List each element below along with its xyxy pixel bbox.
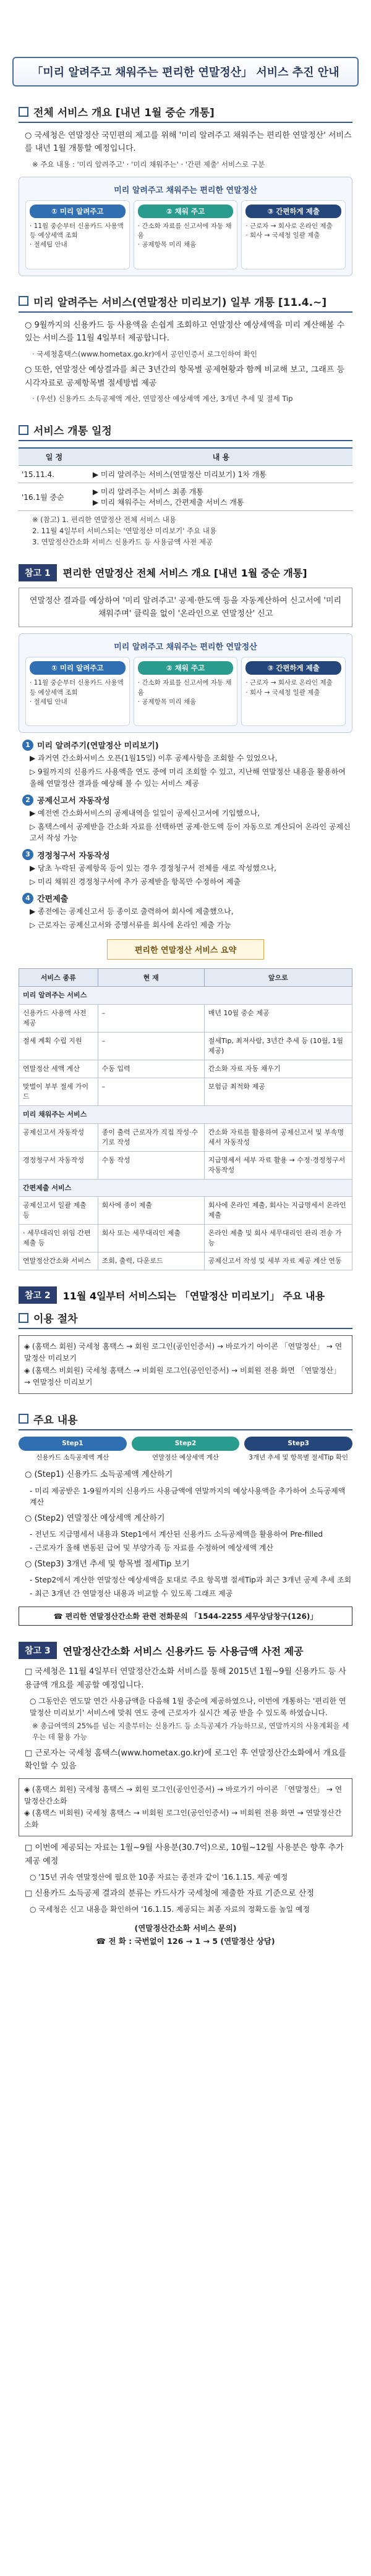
table-cell: 간소화 자료 자동 채우기 — [204, 1060, 352, 1078]
reference-2-title: 11월 4일부터 서비스되는 「연말정산 미리보기」 주요 내용 — [62, 1290, 325, 1302]
table-cell: 수동 작성 — [98, 1151, 204, 1179]
reference-1-diagram — [19, 633, 352, 733]
square-bullet-icon — [19, 296, 28, 306]
ref3-paragraph: ○ 국세청은 신고 내용을 확인하여 '16.1.15. 제공되는 최종 자료의 정확도를 높일 예정 — [30, 1905, 310, 1914]
flow-step-1 — [25, 657, 130, 726]
item-detail: ▶ 예전엔 간소화서비스의 공제내역을 일일이 공제신고서에 기입했으나, — [30, 809, 260, 818]
item-detail: ▶ 종전에는 공제신고서 등 종이로 출력하여 회사에 제출했으나, — [30, 907, 234, 916]
table-cell: – — [98, 1078, 204, 1105]
usage-procedure-title — [19, 1310, 352, 1329]
schedule-table — [19, 447, 352, 511]
ref3-paragraph: ○ '15년 귀속 연말정산에 필요한 10종 자료는 종전과 같이 '16.1.15. 제공 예정 — [30, 1873, 288, 1882]
step-1-text: 신용카드 소득공제액 계산 — [36, 1453, 109, 1461]
diagram-caption: 미리 알려주고 채워주는 편리한 연말정산 — [114, 185, 257, 195]
reference-1-title: 편리한 연말정산 전체 서비스 개요 [내년 1월 중순 개통] — [62, 567, 307, 579]
item-number-badge: 1 — [22, 740, 33, 751]
item-detail: ▷ 9월까지의 신용카드 사용액을 연도 중에 미리 조회할 수 있고, 지난해 연말정산 내용을 활용하여 올해 연말정산 결과를 예상해 볼 수 있는 서비스 제공 — [30, 767, 346, 788]
detail-line: ○ (Step1) 신용카드 소득공제액 계산하기 — [25, 1470, 173, 1480]
item-number-badge: 2 — [22, 795, 33, 806]
table-cell: 공제신고서 자동작성 — [19, 1123, 98, 1151]
item-detail: ▷ 근로자는 공제신고서와 증명서류를 회사에 온라인 제출 가능 — [30, 920, 231, 929]
detail-line: - 근로자가 올해 변동된 급여 및 부양가족 등 자료를 수정하여 예상세액 계산 — [30, 1543, 274, 1552]
table-group-header: 미리 채워주는 서비스 — [19, 1105, 352, 1123]
table-group-header: 미리 알려주는 서비스 — [19, 987, 352, 1005]
square-bullet-icon — [19, 1414, 28, 1424]
table-group-header: 간편제출 서비스 — [19, 1179, 352, 1197]
table-cell: 간소화 자료를 활용하여 공제신고서 및 부속명세서 자동작성 — [204, 1123, 352, 1151]
table-cell: 온라인 제출 및 회사 세무대리인 관리 전송 가능 — [204, 1225, 352, 1252]
table-cell: 종이 출력 근로자가 직접 작성·수기로 작성 — [98, 1123, 204, 1151]
service-summary-label: 편리한 연말정산 서비스 요약 — [107, 939, 264, 960]
item-detail: ▶ 당초 누락된 공제항목 등이 있는 경우 경정청구서 전체를 새로 작성했으나, — [30, 863, 276, 872]
schedule-date: '15.11.4. — [19, 466, 90, 483]
main-content-title — [19, 1411, 352, 1430]
flow-step-2-text: · 간소화 자료를 신고서에 자동 채움 · 공제항목 미리 채움 — [137, 222, 232, 249]
table-cell: 회사 또는 세무대리인 제출 — [98, 1225, 204, 1252]
item-label: 미리 알려주기(연말정산 미리보기) — [37, 741, 159, 751]
item-detail: ▷ 미리 채워진 경정청구서에 추가 공제받을 항목만 수정하여 제출 — [30, 877, 241, 886]
table-row — [19, 483, 352, 511]
ref3-procedure-frame — [19, 1778, 352, 1837]
table-header: 현 재 — [98, 969, 204, 987]
ref3-paragraph: □ 이번에 제공되는 자료는 1월~9월 사용분(30.7억)으로, 10월~12월 사용분은 향후 추가 제공 예정 — [25, 1843, 344, 1866]
table-cell: 연말정산 세액 계산 — [19, 1060, 98, 1078]
step-details — [19, 1468, 352, 1599]
overview-paragraph: ○ 국세청은 연말정산 국민편의 제고를 위해 '미리 알려주고 채워주는 편리한 연말정산' 서비스를 내년 1월 개통할 예정입니다. — [25, 131, 352, 154]
detail-line: - Step2에서 계산한 연말정산 예상세액을 토대로 주요 항목별 절세Tip과 최근 3개년 공제 추세 조회 — [30, 1575, 352, 1584]
overview-note: ※ 주요 내용 : '미리 알려주고' · '미리 채워주는' · '간편 제출' 서비스로 구분 — [32, 159, 265, 169]
item-number-badge: 3 — [22, 849, 33, 860]
procedure-line: ◈ (홈택스 비회원) 국세청 홈택스 → 비회원 로그인(공인인증서) → 비회원 전용 화면 「연말정산」 → 연말정산 미리보기 — [24, 1366, 341, 1387]
item-number-badge: 4 — [22, 893, 33, 904]
flow-step-3-head: ③ 간편하게 제출 — [245, 205, 341, 218]
schedule-content: ▶ 미리 알려주는 서비스 최종 개통 ▶ 미리 채워주는 서비스, 간편제출 서비스 개통 — [90, 483, 352, 511]
reference-3-header — [19, 1642, 352, 1659]
flow-step-1-head: ① 미리 알려주고 — [30, 205, 126, 218]
detail-line: - 전년도 지급명세서 내용과 Step1에서 계산된 신용카드 소득공제액을 활용하여 Pre-filled — [30, 1530, 323, 1539]
list-item — [22, 739, 352, 751]
step-1-pill: Step1 — [19, 1437, 127, 1451]
table-cell: 회사에 온라인 제출, 회사는 지급명세서 온라인 제출 — [204, 1197, 352, 1225]
flow-step-3-head: ③ 간편하게 제출 — [245, 661, 341, 675]
table-cell: 맞벌이 부부 절세 가이드 — [19, 1078, 98, 1105]
flow-step-2-head: ② 채워 주고 — [138, 661, 234, 675]
schedule-content: ▶ 미리 알려주는 서비스(연말정산 미리보기) 1차 개통 — [90, 466, 352, 483]
phone-inquiry-box: ☎ 편리한 연말정산간소화 관련 전화문의 「1544-2255 세무상담창구(126)」 — [19, 1607, 352, 1626]
table-cell: 공제신고서 작성 및 세부 자료 제공 계산 연동 — [204, 1252, 352, 1270]
table-cell: 수동 입력 — [98, 1060, 204, 1078]
section-overview — [0, 104, 371, 1948]
detail-line: - 미리 제공받은 1-9월까지의 신용카드 사용금액에 연말까지의 예상사용액을 추가하여 소득공제액 계산 — [30, 1486, 346, 1507]
table-cell: 지급명세서 세부 자료 활용 → 수정·경정청구서 자동작성 — [204, 1151, 352, 1179]
ref3-paragraph: □ 근로자는 국세청 홈택스(www.hometax.go.kr)에 로그인 후 연말정산간소화에서 개요를 확인할 수 있음 — [25, 1748, 346, 1772]
table-cell: 공제신고서 일괄 제출 등 — [19, 1197, 98, 1225]
flow-step-1-head: ① 미리 알려주고 — [30, 661, 126, 675]
preview-paragraph-2: ○ 또한, 연말정산 예상결과를 최근 3년간의 항목별 공제현황과 함께 비교해 보고, 그래프 등 시각자료로 공제항목별 절세방법 제공 — [25, 365, 344, 388]
square-bullet-icon — [19, 1313, 28, 1323]
section-preview-title — [19, 293, 352, 313]
square-bullet-icon — [19, 425, 28, 435]
step-card-1 — [19, 1437, 127, 1462]
section-overview-title — [19, 104, 352, 123]
procedure-line: ◈ (홈택스 회원) 국세청 홈택스 → 회원 로그인(공인인증서) → 바로가기 아이콘 「연말정산」 → 연말정산 미리보기 — [24, 1342, 343, 1363]
schedule-header-date: 일 정 — [19, 448, 90, 466]
procedure-line: ◈ (홈택스 회원) 국세청 홈택스 → 회원 로그인(공인인증서) → 바로가기 아이콘 「연말정산」 → 연말정산간소화 — [24, 1784, 343, 1805]
reference-2-tag: 참고 2 — [19, 1286, 57, 1304]
flow-step-1-text: · 11월 중순부터 신용카드 사용액 등 예상세액 조회 · 절세팁 안내 — [30, 222, 124, 249]
table-cell: 신용카드 사용액 사전 제공 — [19, 1005, 98, 1033]
ref3-paragraph: ○ 그동안은 연도말 연간 사용금액을 다음해 1월 중순에 제공하였으나, 이번에 개통하는 '편리한 연말정산 미리보기' 서비스에 맞춰 연도 중에 근로자가 실시간 제공 받을 수 있도록 하였습니다. — [30, 1697, 346, 1717]
section-preview-title-text: 미리 알려주는 서비스(연말정산 미리보기) 일부 개통 [11.4.~] — [33, 296, 327, 309]
table-row — [19, 1151, 352, 1179]
preview-paragraph-1: ○ 9월까지의 신용카드 등 사용액을 손쉽게 조회하고 연말정산 예상세액을 미리 계산해볼 수 있는 서비스를 11월 4일부터 제공합니다. — [25, 320, 345, 344]
detail-line: ○ (Step3) 3개년 추세 및 항목별 절세Tip 보기 — [25, 1559, 190, 1569]
schedule-date: '16.1월 중순 — [19, 483, 90, 511]
ref3-paragraph: □ 신용카드 소득공제 결과의 분류는 카드사가 국세청에 제출한 자료 기준으로 산정 — [25, 1888, 315, 1898]
section-schedule-title-text: 서비스 개통 일정 — [33, 425, 112, 438]
step-3-pill: Step3 — [244, 1437, 352, 1451]
reference-3-body — [19, 1665, 352, 1948]
step-2-text: 연말정산 예상세액 계산 — [151, 1453, 220, 1461]
item-label: 간편제출 — [37, 895, 69, 905]
schedule-note: ※ (참고) 1. 편리한 연말정산 전체 서비스 내용 2. 11월 4일부터 서비스되는 '연말정산 미리보기' 주요 내용 3. 연말정산간소화 서비스 신용카드 등 사용금액 사전 제공 — [32, 515, 217, 546]
table-row — [19, 1005, 352, 1033]
table-cell: · 세무대리인 위임 간편제출 등 — [19, 1225, 98, 1252]
usage-procedure-title-text: 이용 절차 — [33, 1313, 78, 1326]
page-title-banner: 「미리 알려주고 채워주는 편리한 연말정산」 서비스 추진 안내 — [12, 57, 359, 87]
flow-step-3-text: · 근로자 → 회사로 온라인 제출 · 회사 → 국세청 일괄 제출 — [245, 222, 333, 239]
preview-note-1: · 국세청홈택스(www.hometax.go.kr)에서 공인인증서 로그인하여 확인 — [32, 349, 258, 358]
reference-2-header — [19, 1286, 352, 1304]
service-flow-diagram — [19, 177, 352, 276]
detail-line: - 최근 3개년 간 연말정산 내용과 비교할 수 있도록 그래프 제공 — [30, 1589, 233, 1598]
list-item — [22, 849, 352, 861]
table-row — [19, 1179, 352, 1197]
table-row — [19, 1123, 352, 1151]
schedule-header-content: 내 용 — [90, 448, 352, 466]
reference-3-title: 연말정산간소화 서비스 신용카드 등 사용금액 사전 제공 — [62, 1645, 304, 1657]
reference-3-tag: 참고 3 — [19, 1642, 57, 1659]
table-row — [19, 1225, 352, 1252]
table-cell: 경정청구서 자동작성 — [19, 1151, 98, 1179]
item-detail: ▶ 과거연 간소화서비스 오픈(1월15일) 이후 공제사항을 조회할 수 있었으나, — [30, 754, 278, 763]
ref3-paragraph: □ 국세청은 11월 4일부터 연말정산간소화 서비스를 통해 2015년 1월~9월 신용카드 등 사용금액 개요를 제공할 예정입니다. — [25, 1667, 346, 1690]
section-schedule-title — [19, 422, 352, 441]
flow-step-3-text: · 근로자 → 회사로 온라인 제출 · 회사 → 국세청 일괄 제출 — [245, 679, 333, 696]
flow-step-1 — [25, 200, 130, 269]
reference-1-tag: 참고 1 — [19, 564, 57, 581]
reference-1-header — [19, 564, 352, 581]
flow-step-1-text: · 11월 중순부터 신용카드 사용액 등 예상세액 조회 · 절세팁 안내 — [30, 679, 124, 706]
table-cell: – — [98, 1033, 204, 1060]
table-cell: 보험금 최적화 제공 — [204, 1078, 352, 1105]
table-cell: 조회, 출력, 다운로드 — [98, 1252, 204, 1270]
detail-line: ○ (Step2) 연말정산 예상세액 계산하기 — [25, 1513, 165, 1523]
table-cell: 회사에 종이 제출 — [98, 1197, 204, 1225]
table-row — [19, 1105, 352, 1123]
table-row — [19, 1033, 352, 1060]
flow-step-2-head: ② 채워 주고 — [138, 205, 234, 218]
item-detail: ▷ 홈택스에서 공제받을 간소화 자료를 선택하면 공제·한도액 등이 자동으로 계산되어 온라인 공제신고서 작성 가능 — [30, 822, 351, 843]
step-3-text: 3개년 추세 및 항목별 절세Tip 확인 — [249, 1453, 349, 1461]
service-summary-table — [19, 968, 352, 1270]
section-overview-title-text: 전체 서비스 개요 [내년 1월 중순 개통] — [33, 107, 215, 119]
list-item — [22, 892, 352, 904]
step-card-2 — [132, 1437, 240, 1462]
contact-info: (연말정산간소화 서비스 문의) ☎ 전 화 : 국번없이 126 → 1 → 5 (연말정산 상담) — [96, 1923, 275, 1946]
table-row — [19, 466, 352, 483]
table-cell: 절세Tip, 최저사람, 3년간 추세 등 (10월, 1월 제공) — [204, 1033, 352, 1060]
step-card-3 — [244, 1437, 352, 1462]
table-row — [19, 1078, 352, 1105]
flow-step-2-text: · 간소화 자료를 신고서에 자동 채움 · 공제항목 미리 채움 — [137, 679, 232, 706]
table-cell: – — [98, 1005, 204, 1033]
table-cell: 매년 10월 중순 제공 — [204, 1005, 352, 1033]
step-diagram — [19, 1437, 352, 1462]
reference-1-intro: 연말정산 결과를 예상하여 '미리 알려주고' 공제·한도액 등을 자동계산하여 신고서에 '미리 채워주며' 클릭을 없이 '온라인으로 연말정산' 신고 — [19, 588, 352, 628]
list-item — [22, 794, 352, 806]
table-row — [19, 1252, 352, 1270]
ref3-paragraph: ※ 총급여액의 25%를 넘는 지출부터는 신용카드 등 소득공제가 가능하므로, 연말까지의 사용계획을 세우는 데 활용 가능 — [32, 1721, 349, 1741]
flow-step-2 — [134, 657, 238, 726]
flow-step-3 — [241, 657, 346, 726]
item-label: 공제신고서 자동작성 — [37, 796, 110, 806]
flow-step-2 — [134, 200, 238, 269]
reference-1-items — [19, 739, 352, 931]
step-2-pill: Step2 — [132, 1437, 240, 1451]
table-cell: 절세 계획 수립 지원 — [19, 1033, 98, 1060]
usage-procedure-frame — [19, 1335, 352, 1394]
main-content-title-text: 주요 내용 — [33, 1414, 78, 1427]
table-header: 서비스 종류 — [19, 969, 98, 987]
flow-step-3 — [241, 200, 346, 269]
square-bullet-icon — [19, 107, 28, 117]
procedure-line: ◈ (홈택스 비회원) 국세청 홈택스 → 비회원 로그인(공인인증서) → 비회원 전용 화면 → 연말정산간소화 — [24, 1809, 342, 1830]
table-row — [19, 987, 352, 1005]
table-cell: 연말정산간소화 서비스 — [19, 1252, 98, 1270]
diagram-caption: 미리 알려주고 채워주는 편리한 연말정산 — [114, 643, 257, 652]
item-label: 경정청구서 자동작성 — [37, 851, 110, 861]
table-row — [19, 1060, 352, 1078]
preview-note-2: · (우선) 신용카드 소득공제액 계산, 연말정산 예상세액 계산, 3개년 추세 및 절세 Tip — [32, 394, 293, 403]
table-row — [19, 1197, 352, 1225]
table-header: 앞으로 — [204, 969, 352, 987]
